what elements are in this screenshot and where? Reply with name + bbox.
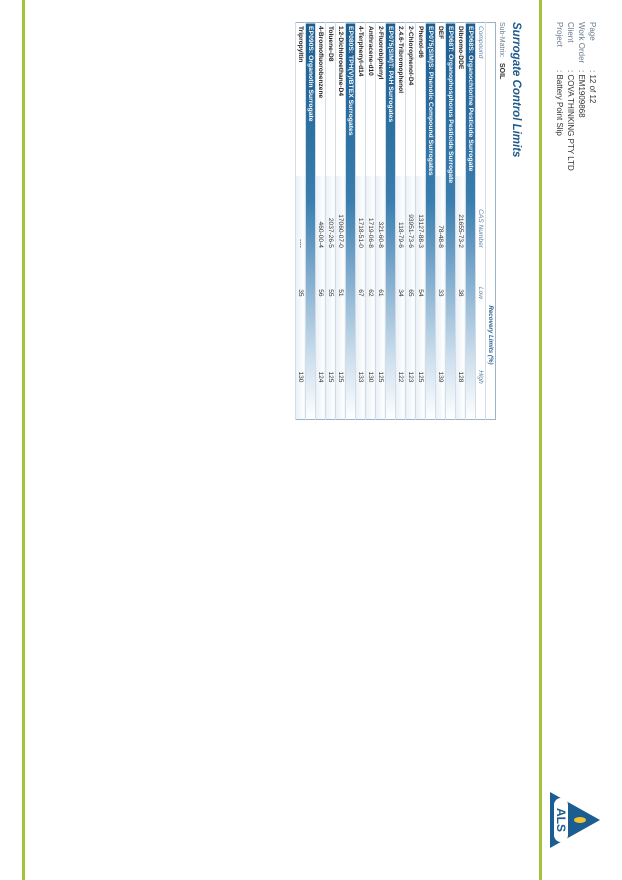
compound-cell: 4-Terphenyl-d14 <box>356 23 366 177</box>
table-body <box>296 23 496 420</box>
compound-cell: DEF <box>436 23 446 177</box>
compound-cell: Phenol-d6 <box>416 23 426 177</box>
low-limit-cell: 61 <box>376 251 386 335</box>
high-limit-cell: 124 <box>316 335 326 420</box>
group-header-row <box>386 23 396 420</box>
low-limit-cell: 54 <box>416 251 426 335</box>
table-row <box>366 23 376 420</box>
compound-cell: 2-Fluorobiphenyl <box>376 23 386 177</box>
cas-number-cell: 321-60-8 <box>376 176 386 251</box>
cas-number-cell: 13127-88-3 <box>416 176 426 251</box>
compound-cell: 2-Chlorophenol-D4 <box>406 23 416 177</box>
low-limit-cell: 33 <box>436 251 446 335</box>
high-limit-cell: 125 <box>416 335 426 420</box>
high-limit-cell: 130 <box>366 335 376 420</box>
column-header-row <box>476 23 486 420</box>
high-limit-cell: 125 <box>326 335 336 420</box>
group-title: EP080S: TPH(V)/BTEX Surrogates <box>346 23 356 420</box>
cas-number-cell: ---- <box>296 176 306 251</box>
page-label: Page <box>588 22 597 41</box>
project-value: : Battery Point Slip <box>555 70 564 136</box>
group-title: EP068S: Organochlorine Pesticide Surrogate <box>466 23 476 420</box>
sub-matrix-label: Sub-Matrix: <box>498 22 505 58</box>
recovery-header-row <box>486 23 496 420</box>
cas-number-cell: 1718-51-0 <box>356 176 366 251</box>
high-limit-cell: 125 <box>336 335 346 420</box>
blank-cell <box>486 23 496 177</box>
column-header-cas: CAS Number <box>476 176 486 251</box>
table-row <box>416 23 426 420</box>
cas-number-cell: 21655-73-2 <box>456 176 466 251</box>
client-label: Client <box>566 22 575 43</box>
work-order-label: Work Order <box>577 22 586 64</box>
group-header-row <box>466 23 476 420</box>
compound-cell: 1.2-Dichloroethane-D4 <box>336 23 346 177</box>
table-row <box>436 23 446 420</box>
cas-number-cell: 118-79-6 <box>396 176 406 251</box>
project-label: Project <box>555 22 564 47</box>
compound-cell: Anthracene-d10 <box>366 23 376 177</box>
low-limit-cell: 56 <box>316 251 326 335</box>
cas-number-cell: 17060-07-0 <box>336 176 346 251</box>
page-title: Surrogate Control Limits <box>510 22 522 158</box>
table-row <box>296 23 306 420</box>
cas-number-cell: 1719-06-8 <box>366 176 376 251</box>
low-limit-cell: 55 <box>326 251 336 335</box>
table-row <box>326 23 336 420</box>
compound-cell: 2.4.6-Tribromophenol <box>396 23 406 177</box>
table-row <box>396 23 406 420</box>
low-limit-cell: 51 <box>336 251 346 335</box>
table-row <box>356 23 366 420</box>
low-limit-cell: 35 <box>296 251 306 335</box>
low-limit-cell: 65 <box>406 251 416 335</box>
blank-cell <box>486 176 496 251</box>
high-limit-cell: 133 <box>356 335 366 420</box>
compound-cell: 4-Bromofluorobenzene <box>316 23 326 177</box>
low-limit-cell: 34 <box>396 251 406 335</box>
table-row <box>336 23 346 420</box>
low-limit-cell: 62 <box>366 251 376 335</box>
column-header-high: High <box>476 335 486 420</box>
table-row <box>456 23 466 420</box>
group-title: EP075(SIM)S: Phenolic Compound Surrogates <box>426 23 436 420</box>
compound-cell: Dibromo-DDE <box>456 23 466 177</box>
group-title: EP090S: Organotin Surrogate <box>306 23 316 420</box>
surrogate-limits-table <box>295 22 496 420</box>
cas-number-cell: 93951-73-6 <box>406 176 416 251</box>
cas-number-cell: 2037-26-5 <box>326 176 336 251</box>
table-row <box>316 23 326 420</box>
low-limit-cell: 38 <box>456 251 466 335</box>
column-header-compound: Compound <box>476 23 486 177</box>
recovery-limits-header: Recovery Limits (%) <box>486 251 496 420</box>
group-header-row <box>306 23 316 420</box>
table-row <box>406 23 416 420</box>
als-logo <box>547 790 602 850</box>
work-order-value: : EM1909868 <box>577 70 586 118</box>
cas-number-cell: 78-48-8 <box>436 176 446 251</box>
page-value: : 12 of 12 <box>588 70 597 104</box>
cas-number-cell: 460-00-4 <box>316 176 326 251</box>
group-header-row <box>426 23 436 420</box>
high-limit-cell: 125 <box>376 335 386 420</box>
flame-icon <box>574 817 586 823</box>
group-header-row <box>346 23 356 420</box>
high-limit-cell: 123 <box>406 335 416 420</box>
sub-matrix-value: SOIL <box>498 63 505 80</box>
group-title: EP068T: Organophosphorus Pesticide Surrogate <box>446 23 456 420</box>
compound-cell: Toluene-D8 <box>326 23 336 177</box>
high-limit-cell: 130 <box>296 335 306 420</box>
table-row <box>376 23 386 420</box>
low-limit-cell: 67 <box>356 251 366 335</box>
high-limit-cell: 139 <box>436 335 446 420</box>
group-title: EP075(SIM)T: PAH Surrogates <box>386 23 396 420</box>
logo-text: ALS <box>554 808 568 832</box>
high-limit-cell: 122 <box>396 335 406 420</box>
high-limit-cell: 128 <box>456 335 466 420</box>
column-header-low: Low <box>476 251 486 335</box>
compound-cell: Tripropyltin <box>296 23 306 177</box>
client-value: : COVA THINKING PTY LTD <box>566 70 575 171</box>
group-header-row <box>446 23 456 420</box>
